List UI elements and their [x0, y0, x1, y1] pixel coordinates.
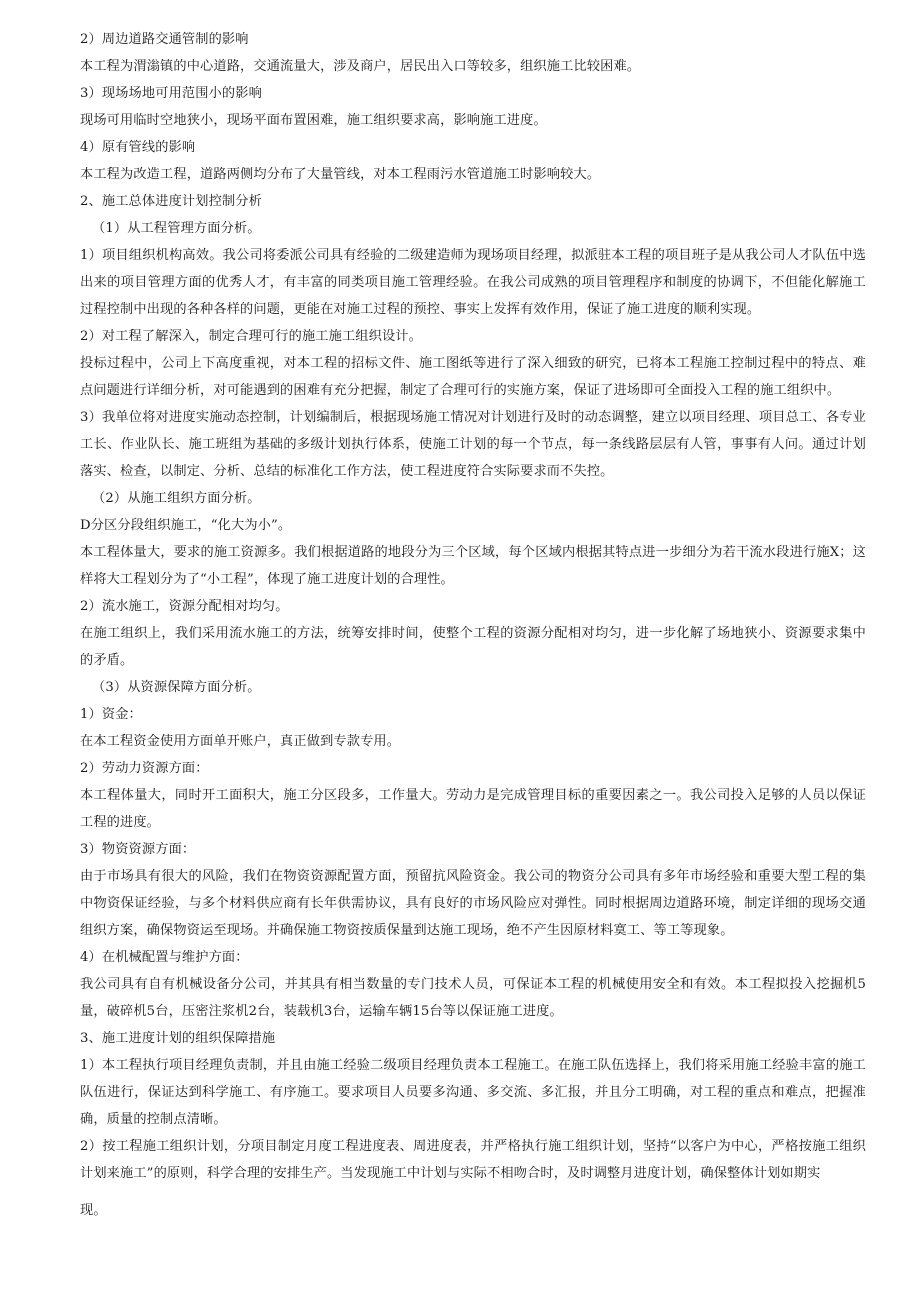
paragraph: 本工程体量大，同时开工面积大，施工分区段多，工作量大。劳动力是完成管理目标的重要因素之一。我公司投入足够的人员以保证工程的进度。	[80, 788, 866, 830]
section-heading: 2、施工总体进度计划控制分析	[80, 194, 262, 209]
paragraph: 4）在机械配置与维护方面：	[80, 950, 249, 965]
paragraph: 3）物资资源方面：	[80, 842, 196, 857]
paragraph: 1）资金：	[80, 707, 142, 722]
paragraph: 2）对工程了解深入，制定合理可行的施工施工组织设计。	[80, 329, 422, 344]
paragraph: 2）周边道路交通管制的影响	[80, 32, 249, 47]
paragraph: 本工程为渭滃镇的中心道路，交通流量大，涉及商户，居民出入口等较多，组织施工比较困难。	[80, 59, 641, 74]
paragraph: 我公司具有自有机械设备分公司，并其具有相当数量的专门技术人员，可保证本工程的机械使用安全和有效。本工程拟投入挖掘机5量，破碎机5台，压密注浆机2台，装载机3台，运输车辆15台等以保证施工进度。	[80, 977, 866, 1019]
paragraph: 4）原有管线的影响	[80, 140, 196, 155]
paragraph: 在本工程资金使用方面单开账户，真正做到专款专用。	[80, 734, 401, 749]
paragraph: 在施工组织上，我们采用流水施工的方法，统筹安排时间，使整个工程的资源分配相对均匀，进一步化解了场地狭小、资源要求集中的矛盾。	[80, 626, 866, 668]
paragraph: 由于市场具有很大的风险，我们在物资资源配置方面，预留抗风险资金。我公司的物资分公司具有多年市场经验和重要大型工程的集中物资保证经验，与多个材料供应商有长年供需协议，具有良好的市场风险应对弹性。同时根据周边道路环境，制定详细的现场交通组织方案，确保物资运至现场。并确保施工物资按质保量到达施工现场，绝不产生因原材料寞工、等工等现象。	[80, 869, 866, 938]
document-body	[80, 26, 866, 1224]
subsection-heading: （2）从施工组织方面分析。	[92, 491, 261, 506]
paragraph: 3）现场场地可用范围小的影响	[80, 86, 262, 101]
paragraph: 2）按工程施工组织计划，分项目制定月度工程进度表、周进度表，并严格执行施工组织计划，坚持“以客户为中心，严格按施工组织计划来施工”的原则，科学合理的安排生产。当发现施工中计划与实际不相吻合时，及时调整月进度计划，确保整体计划如期实	[80, 1139, 866, 1181]
paragraph: 2）流水施工，资源分配相对均匀。	[80, 599, 289, 614]
paragraph: 1）本工程执行项目经理负责制，并且由施工经验二级项目经理负责本工程施工。在施工队伍选择上，我们将采用施工经验丰富的施工队伍进行，保证达到科学施工、有序施工。要求项目人员要多沟通、多交流、多汇报，并且分工明确，对工程的重点和难点，把握准确，质量的控制点清晰。	[80, 1058, 866, 1127]
paragraph: 1）项目组织机构高效。我公司将委派公司具有经验的二级建造师为现场项目经理，拟派驻本工程的项目班子是从我公司人才队伍中选出来的项目管理方面的优秀人才，有丰富的同类项目施工管理经验。在我公司成熟的项目管理程序和制度的协调下，不但能化解施工过程控制中出现的各种各样的问题，更能在对施工过程的预控、事实上发挥有效作用，保证了施工进度的顺利实现。	[80, 248, 866, 317]
paragraph: 本工程为改造工程，道路两侧均分布了大量管线，对本工程雨污水管道施工时影响较大。	[80, 167, 601, 182]
section-heading: 3、施工进度计划的组织保障措施	[80, 1031, 276, 1046]
paragraph: D分区分段组织施工，“化大为小”。	[80, 518, 292, 533]
paragraph: 3）我单位将对进度实施动态控制，计划编制后，根据现场施工情况对计划进行及时的动态调整，建立以项目经理、项目总工、各专业工长、作业队长、施工班组为基础的多级计划执行体系，使施工计划的每一个节点，每一条线路层层有人管，事事有人问。通过计划落实、检查，以制定、分析、总结的标准化工作方法，使工程进度符合实际要求而不失控。	[80, 410, 866, 479]
paragraph: 本工程体量大，要求的施工资源多。我们根据道路的地段分为三个区域，每个区域内根据其特点进一步细分为若干流水段进行施X；这样将大工程划分为了“小工程”，体现了施工进度计划的合理性。	[80, 545, 866, 587]
paragraph: 2）劳动力资源方面：	[80, 761, 209, 776]
paragraph: 现场可用临时空地狭小，现场平面布置困难，施工组织要求高，影响施工进度。	[80, 113, 547, 128]
subsection-heading: （3）从资源保障方面分析。	[92, 680, 261, 695]
paragraph: 投标过程中，公司上下高度重视，对本工程的招标文件、施工图纸等进行了深入细致的研究，已将本工程施工控制过程中的特点、难点问题进行详细分析，对可能遇到的困难有充分把握，制定了合理可行的实施方案，保证了进场即可全面投入工程的施工组织中。	[80, 356, 866, 398]
subsection-heading: （1）从工程管理方面分析。	[92, 221, 261, 236]
paragraph: 现。	[80, 1203, 107, 1218]
